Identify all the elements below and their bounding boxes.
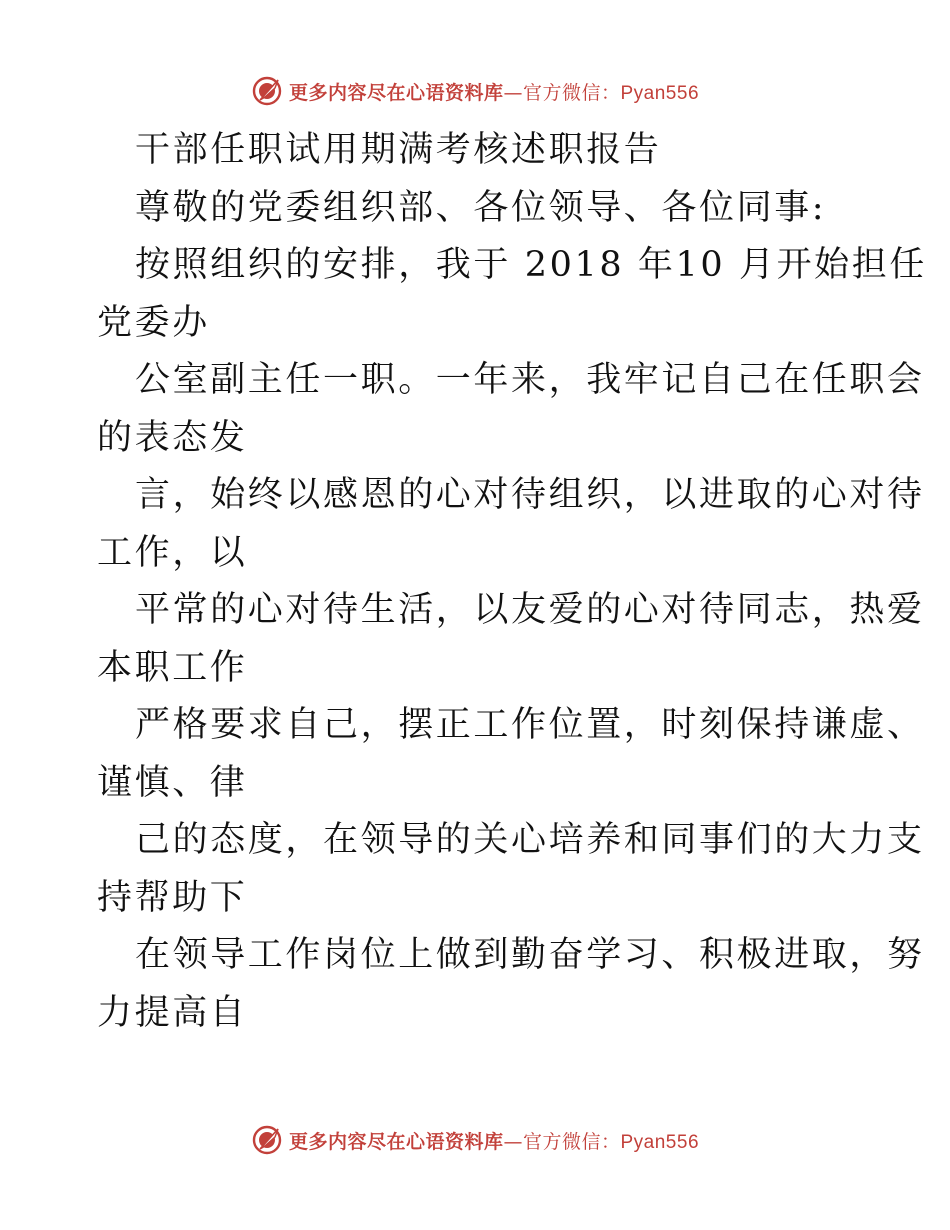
doc-line-12: 谨慎、律 bbox=[97, 762, 248, 803]
doc-line-1: 干部任职试用期满考核述职报告 bbox=[135, 130, 662, 170]
watermark-dash: — bbox=[503, 1130, 523, 1153]
header-watermark bbox=[0, 71, 950, 111]
footer-watermark bbox=[0, 1120, 950, 1160]
watermark-dash: — bbox=[503, 81, 523, 104]
doc-line-16: 力提高自 bbox=[97, 992, 248, 1033]
doc-line-8: 工作，以 bbox=[97, 532, 248, 573]
watermark-wechat-label: 官方微信： bbox=[522, 81, 621, 104]
watermark-brand: 更多内容尽在心语资料库 bbox=[288, 1130, 504, 1153]
doc-line-13: 己的态度，在领导的关心培养和同事们的大力支 bbox=[135, 820, 925, 860]
doc-line-5: 公室副主任一职。一年来，我牢记自己在任职会 bbox=[135, 360, 925, 400]
doc-line-2: 尊敬的党委组织部、各位领导、各位同事: bbox=[135, 187, 827, 228]
document-body bbox=[97, 122, 927, 1042]
feather-pen-seal-icon bbox=[251, 1124, 283, 1156]
doc-line-4: 党委办 bbox=[97, 302, 210, 343]
doc-line-7: 言，始终以感恩的心对待组织，以进取的心对待 bbox=[135, 475, 925, 515]
watermark-wechat-label: 官方微信： bbox=[522, 1130, 621, 1153]
watermark-wechat-id: Pyan556 bbox=[620, 1131, 700, 1153]
doc-line-14: 持帮助下 bbox=[97, 877, 248, 918]
feather-pen-seal-icon bbox=[251, 75, 283, 107]
watermark-brand: 更多内容尽在心语资料库 bbox=[288, 81, 504, 104]
doc-line-6: 的表态发 bbox=[97, 417, 248, 458]
doc-line-15: 在领导工作岗位上做到勤奋学习、积极进取，努 bbox=[135, 935, 925, 975]
doc-line-10: 本职工作 bbox=[97, 647, 248, 688]
watermark-wechat-id: Pyan556 bbox=[620, 82, 700, 104]
doc-line-3: 按照组织的安排，我于 2018 年10 月开始担任 bbox=[135, 245, 927, 285]
doc-line-11: 严格要求自己，摆正工作位置，时刻保持谦虚、 bbox=[135, 705, 925, 745]
doc-line-9: 平常的心对待生活，以友爱的心对待同志，热爱 bbox=[135, 590, 925, 630]
